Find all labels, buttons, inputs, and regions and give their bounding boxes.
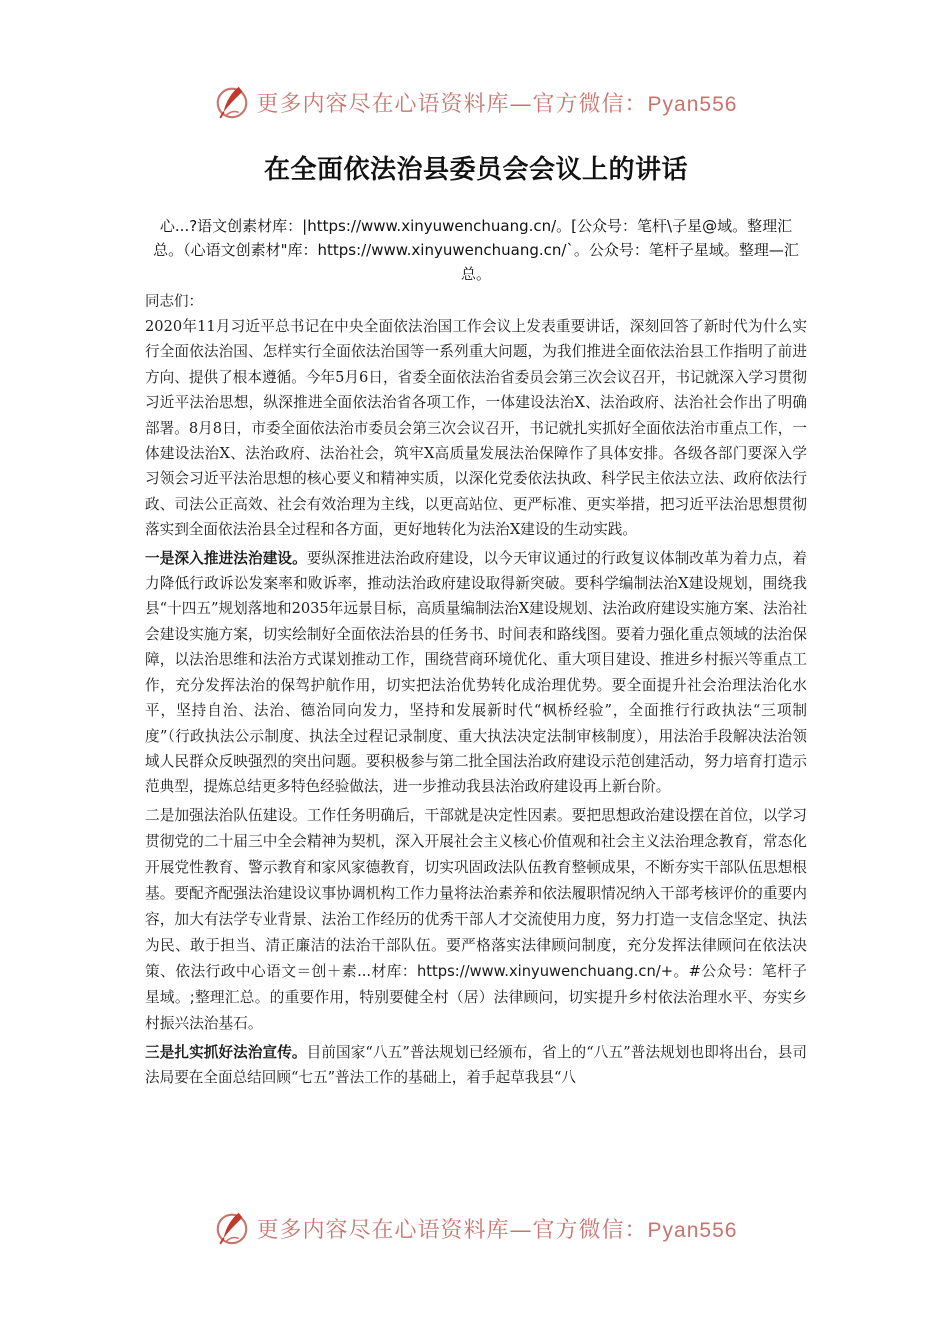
section-1-paragraph <box>145 546 807 800</box>
banner-text: 更多内容尽在心语资料库—官方微信：Pyan556 <box>256 1217 738 1243</box>
source-note: 心...?语文创素材库：|https://www.xinyuwenchuang.cn/。[公众号：笔杆\子星@域。整理汇总。（心语文创素材"库：https://www.xinyuwenchuang.cn/`。公众号：笔杆子星域。整理—汇总。 <box>153 217 799 283</box>
section-3-body: 目前国家“八五”普法规划已经颁布，省上的“八五”普法规划也即将出台，县司法局要在全面总结回顾“七五”普法工作的基础上，着手起草我县“八 <box>145 1043 807 1087</box>
footer-banner <box>0 1206 950 1250</box>
section-2-paragraph <box>145 803 807 1037</box>
salutation: 同志们： <box>145 294 203 310</box>
wechat-id: Pyan556 <box>647 1218 738 1242</box>
banner-text: 更多内容尽在心语资料库—官方微信：Pyan556 <box>256 91 738 117</box>
section-3-paragraph <box>145 1040 807 1091</box>
intro-paragraph: 2020年11月习近平总书记在中央全面依法治国工作会议上发表重要讲话，深刻回答了新时代为什么实行全面依法治国、怎样实行全面依法治国等一系列重大问题，为我们推进全面依法治县工作指明了前进方向、提供了根本遵循。今年5月6日，省委全面依法治省委员会第三次会议召开，书记就深入学习贯彻习近平法治思想，纵深推进全面依法治省各项工作，一体建设法治X、法治政府、法治社会作出了明确部署。8月8日，市委全面依法治市委员会第三次会议召开，书记就扎实抓好全面依法治市重点工作，一体建设法治X、法治政府、法治社会，筑牢X高质量发展法治保障作了具体安排。各级各部门要深入学习领会习近平法治思想的核心要义和精神实质，以深化党委依法执政、科学民主依法立法、政府依法行政、司法公正高效、社会有效治理为主线，以更高站位、更严标准、更实举措，把习近平法治思想贯彻落实到全面依法治县全过程和各方面，更好地转化为法治X建设的生动实践。 <box>145 318 807 539</box>
page-title: 在全面依法治县委员会会议上的讲话 <box>263 155 688 185</box>
wechat-id: Pyan556 <box>647 92 738 116</box>
section-2-body: 工作任务明确后，干部就是决定性因素。要把思想政治建设摆在首位，以学习贯彻党的二十届三中全会精神为契机，深入开展社会主义核心价值观和社会主义法治理念教育，常态化开展党性教育、警示教育和家风家德教育，切实巩固政法队伍教育整顿成果，不断夯实干部队伍思想根基。要配齐配强法治建设议事协调机构工作力量将法治素养和依法履职情况纳入干部考核评价的重要内容，加大有法学专业背景、法治工作经历的优秀干部人才交流使用力度，努力打造一支信念坚定、执法为民、敢于担当、清正廉洁的法治干部队伍。要严格落实法律顾问制度，充分发挥法律顾问在依法决策、依法行政中心语文＝创＋素...材库：https://www.xinyuwenchuang.cn/+。#公众号：笔杆子星域。;整理汇总。的重要作用，特别要健全村（居）法律顾问，切实提升乡村依法治理水平、夯实乡村振兴法治基石。 <box>145 806 807 1032</box>
header-banner <box>0 80 950 124</box>
section-1-body: 要纵深推进法治政府建设，以今天审议通过的行政复议体制改革为着力点，着力降低行政诉讼发案率和败诉率，推动法治政府建设取得新突破。要科学编制法治X建设规划，围绕我县“十四五”规划落地和2035年远景目标，高质量编制法治X建设规划、法治政府建设实施方案、法治社会建设实施方案，切实绘制好全面依法治县的任务书、时间表和路线图。要着力强化重点领域的法治保障，以法治思维和法治方式谋划推动工作，围绕营商环境优化、重大项目建设、推进乡村振兴等重点工作，充分发挥法治的保驾护航作用，切实把法治优势转化成治理优势。要全面提升社会治理法治化水平，坚持自治、法治、德治同向发力，坚持和发展新时代“枫桥经验”，全面推行行政执法“三项制度”（行政执法公示制度、执法全过程记录制度、重大执法决定法制审核制度），用法治手段解决法治领域人民群众反映强烈的突出问题。要积极参与第二批全国法治政府建设示范创建活动，努力培育打造示范典型，提炼总结更多特色经验做法，进一步推动我县法治政府建设再上新台阶。 <box>145 549 807 796</box>
section-3-lead: 三是扎实抓好法治宣传。 <box>145 1043 307 1061</box>
section-2-lead: 二是加强法治队伍建设。 <box>145 806 307 824</box>
section-1-lead: 一是深入推进法治建设。 <box>145 549 307 567</box>
quill-logo-icon <box>213 83 251 121</box>
document-body <box>145 150 807 1091</box>
quill-logo-icon <box>213 1209 251 1247</box>
